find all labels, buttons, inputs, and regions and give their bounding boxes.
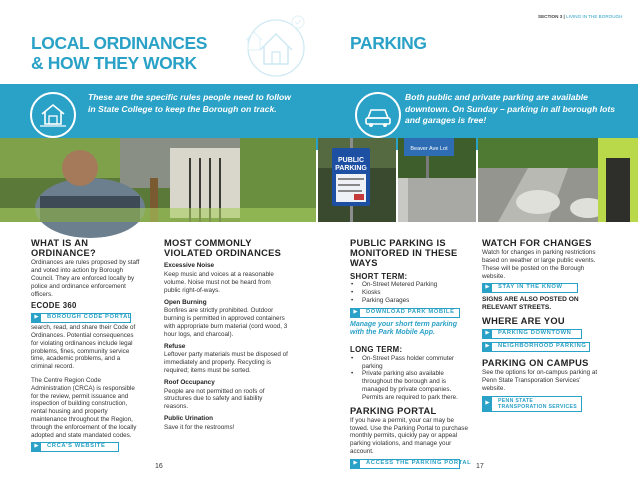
parking-portal-text: If you have a permit, your car may be towed. Use the Parking Portal to purchase monthly permits, quickly pay or appeal parking violations, and manage your account. bbox=[350, 416, 468, 455]
violated-ordinances-title: MOST COMMONLY VIOLATED ORDINANCES bbox=[164, 238, 282, 259]
play-icon: ▶ bbox=[483, 397, 492, 411]
ecode-title: ECODE 360 bbox=[31, 301, 77, 311]
ordinance-item-text: Save it for the restrooms! bbox=[164, 423, 235, 431]
parking-portal-title: PARKING PORTAL bbox=[350, 405, 437, 416]
short-term-title: SHORT TERM: bbox=[350, 271, 408, 281]
list-item: • Kiosks bbox=[350, 289, 470, 297]
long-term-title: LONG TERM: bbox=[350, 344, 403, 354]
ordinance-item-title: Roof Occupancy bbox=[164, 378, 215, 386]
crca-website-button[interactable]: ▶ CRCA'S WEBSITE bbox=[31, 442, 119, 452]
ordinance-item-title: Public Urination bbox=[164, 414, 213, 422]
watch-changes-column bbox=[482, 238, 600, 412]
man-fence-photo bbox=[0, 138, 316, 222]
park-mobile-note: Manage your short term parking with the Park Mobile App. bbox=[350, 320, 457, 337]
neighborhood-parking-button[interactable]: ▶ NEIGHBORHOOD PARKING bbox=[482, 342, 590, 352]
where-are-you-title: WHERE ARE YOU bbox=[482, 315, 565, 326]
list-item: • On-Street Metered Parking bbox=[350, 281, 470, 289]
penn-state-transportation-button[interactable]: ▶ PENN STATE TRANSPORATION SERVICES bbox=[482, 396, 582, 412]
parking-heading: PARKING bbox=[350, 33, 427, 53]
section-label: SECTION 3 | LIVING IN THE BOROUGH bbox=[538, 14, 623, 19]
play-icon: ▶ bbox=[32, 443, 41, 451]
ordinance-column bbox=[31, 238, 141, 452]
page-number-left: 16 bbox=[155, 463, 163, 470]
public-parking-column bbox=[350, 238, 470, 469]
ordinance-item-text: People are not permitted on roofs of structures due to safety and liability reasons. bbox=[164, 387, 265, 411]
download-park-mobile-button[interactable]: ▶ DOWNLOAD PARK MOBILE bbox=[350, 308, 460, 318]
crca-description: The Centre Region Code Administration (CRCA) is responsible for the review, permit issuance and inspection of building construction, rental housing and property maintenance throughout the Region, through the enforcement of the locally adopted and state mandated codes. bbox=[31, 376, 137, 439]
ordinance-item-title: Open Burning bbox=[164, 298, 207, 306]
parking-on-campus-text: See the options for on-campus parking at Penn State Transporation Services' website. bbox=[482, 369, 598, 392]
ordinance-item-title: Refuse bbox=[164, 342, 186, 350]
street-sign: Beaver Ave Lot bbox=[410, 146, 448, 152]
ordinance-description: Ordinances are rules proposed by staff and voted into action by Borough Council. They are enforced locally by police and ordinance enforcement officers. bbox=[31, 259, 140, 298]
ordinances-heading: LOCAL ORDINANCES & HOW THEY WORK bbox=[31, 33, 208, 73]
stay-in-the-know-button[interactable]: ▶ STAY IN THE KNOW bbox=[482, 283, 578, 293]
page-number-right: 17 bbox=[476, 463, 484, 470]
list-item: • Private parking also available throughout the borough and is managed by private companies. Permits are required to park there. bbox=[350, 370, 470, 401]
kiosk-sidewalk-photo bbox=[478, 138, 638, 222]
play-icon: ▶ bbox=[351, 309, 360, 317]
play-icon: ▶ bbox=[351, 460, 360, 468]
parking-on-campus-title: PARKING ON CAMPUS bbox=[482, 358, 589, 369]
ordinance-item-text: Bonfires are strictly prohibited. Outdoor burning is permitted in approved containers with appropriate burn material (cord wood, 3 hour logs, and charcoal). bbox=[164, 307, 288, 338]
access-parking-portal-button[interactable]: ▶ ACCESS THE PARKING PORTAL bbox=[350, 459, 460, 469]
ordinance-item-text: Keep music and voices at a reasonable volume. Noise must not be heard from public right-of-ways. bbox=[164, 271, 274, 294]
sign-public: PUBLIC bbox=[337, 157, 365, 164]
list-item: • On-Street Pass holder commuter parking bbox=[350, 355, 470, 371]
what-is-ordinance-title: WHAT IS AN ORDINANCE? bbox=[31, 238, 96, 259]
list-item: • Parking Garages bbox=[350, 297, 470, 305]
parking-downtown-button[interactable]: ▶ PARKING DOWNTOWN bbox=[482, 329, 582, 339]
house-decoration-icon bbox=[238, 10, 312, 80]
ordinance-icon bbox=[30, 92, 76, 138]
play-icon: ▶ bbox=[483, 343, 492, 351]
watch-changes-title: WATCH FOR CHANGES bbox=[482, 238, 592, 248]
ordinance-item-text: Leftover party materials must be disposed of immediately and properly. Recycling is required; items must be sorted. bbox=[164, 351, 288, 374]
section-name: LIVING IN THE BOROUGH bbox=[566, 14, 623, 19]
play-icon: ▶ bbox=[483, 330, 492, 338]
short-term-list bbox=[350, 281, 470, 304]
public-parking-title: PUBLIC PARKING IS MONITORED IN THESE WAYS bbox=[350, 238, 458, 269]
parking-intro-text: Both public and private parking are available downtown. On Sunday – parking in all borough lots and garages is free! bbox=[405, 92, 616, 125]
long-term-list bbox=[350, 355, 470, 402]
ecode-description: search, read, and share their Code of Ordinances. Potential consequences for violating ordinances include legal problems, fines, community service time, academic problems, and a criminal record. bbox=[31, 324, 136, 371]
beaver-lot-photo bbox=[398, 138, 476, 222]
ordinance-item-title: Excessive Noise bbox=[164, 262, 215, 270]
play-icon: ▶ bbox=[32, 314, 41, 322]
sign-parking: PARKING bbox=[335, 165, 367, 172]
borough-code-portal-button[interactable]: ▶ BOROUGH CODE PORTAL bbox=[31, 313, 131, 323]
ordinance-intro-text: These are the specific rules people need to follow in State College to keep the Borough on track. bbox=[88, 92, 291, 114]
car-icon bbox=[355, 92, 401, 138]
watch-changes-text: Watch for changes in parking restrictions based on weather or large public events. These will be posted on the Borough website. bbox=[482, 249, 596, 280]
violated-ordinances-column bbox=[164, 238, 288, 432]
parking-sign-photo bbox=[318, 138, 396, 222]
signs-posted-note: SIGNS ARE ALSO POSTED ON RELEVANT STREETS. bbox=[482, 296, 579, 312]
play-icon: ▶ bbox=[483, 284, 492, 292]
